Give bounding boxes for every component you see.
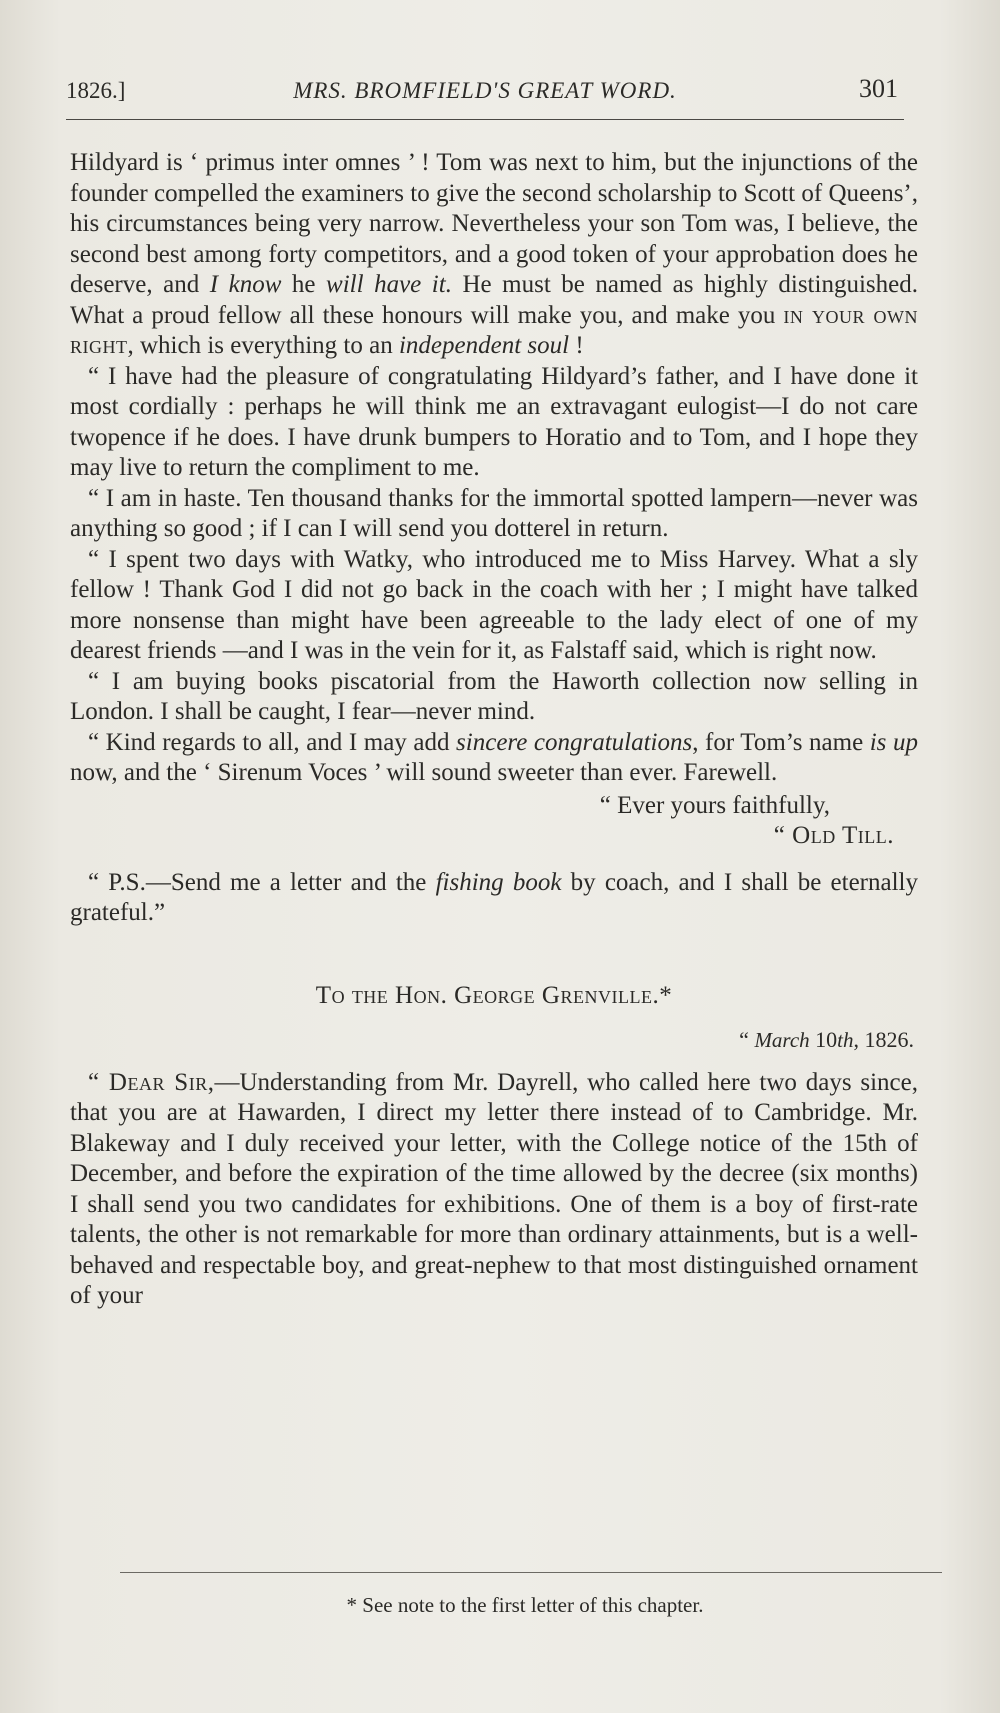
signoff-name: “ Old Till. bbox=[773, 822, 894, 849]
paragraph-3: “ I am in haste. Ten thousand thanks for the immortal spotted lampern—never was anything so good ; if I can I will send you dotterel in return. bbox=[70, 484, 918, 542]
header-year: 1826.] bbox=[66, 78, 126, 103]
paragraph-1: Hildyard is ‘ primus inter omnes ’ ! Tom was next to him, but the injunctions of the founder compelled the examiners to give the second scholarship to Scott of Queens’, his circumstances being very narrow. Nevertheless your son Tom was, I believe, the second best among forty competitors, and a good token of your approbation does he deserve, and I know he will have it. He must be named as highly distinguished. What a proud fellow all these honours will make you, and make you in your own right, which is everything to an independent soul ! bbox=[70, 149, 918, 359]
paragraph-2: “ I have had the pleasure of congratulating Hildyard’s father, and I have done it most cordially : perhaps he will think me an extravagant eulogist—I do not care twopence if he does. I have drunk bumpers to Horatio and to Tom, and I hope they may live to return the compliment to me. bbox=[70, 362, 918, 481]
header-title: MRS. BROMFIELD'S GREAT WORD. bbox=[293, 78, 677, 103]
running-header bbox=[66, 66, 904, 116]
footnote: * See note to the first letter of this chapter. bbox=[346, 1593, 704, 1617]
signoff-closing: “ Ever yours faithfully, bbox=[599, 791, 830, 819]
header-rule bbox=[66, 119, 904, 120]
page-number: 301 bbox=[859, 74, 898, 103]
letter-body: “ Dear Sir,—Understanding from Mr. Dayrell, who called here two days since, that you are at Hawarden, I direct my letter there instead of to Cambridge. Mr. Blakeway and I duly received your letter, with the College notice of the 15th of December, and before the expiration of the time allowed by the decree (six months) I shall send you two candidates for exhibitions. One of them is a boy of first-rate talents, the other is not remarkable for more than ordinary attainments, but is a well-behaved and respectable boy, and great-nephew to that most distinguished ornament of your bbox=[70, 1068, 918, 1309]
postscript: “ P.S.—Send me a letter and the fishing book by coach, and I shall be eternally grateful.” bbox=[70, 868, 918, 926]
letter-heading: To the Hon. George Grenville.* bbox=[315, 981, 673, 1009]
paragraph-5: “ I am buying books piscatorial from the Haworth collection now selling in London. I shall be caught, I fear—never mind. bbox=[70, 667, 918, 725]
page-body bbox=[70, 148, 918, 1312]
paragraph-4: “ I spent two days with Watky, who introduced me to Miss Harvey. What a sly fellow ! Thank God I did not go back in the coach with her ; I might have talked more nonsense than might have been agreeable to the lady elect of one of my dearest friends —and I was in the vein for it, as Falstaff said, which is right now. bbox=[70, 545, 918, 664]
salutation: “ Dear Sir, bbox=[88, 1068, 215, 1096]
paragraph-6: “ Kind regards to all, and I may add sincere congratulations, for Tom’s name is up now, and the ‘ Sirenum Voces ’ will sound sweeter than ever. Farewell. bbox=[70, 728, 918, 786]
footnote-rule bbox=[120, 1572, 942, 1573]
letter-date: “ March 10th, 1826. bbox=[739, 1027, 914, 1052]
